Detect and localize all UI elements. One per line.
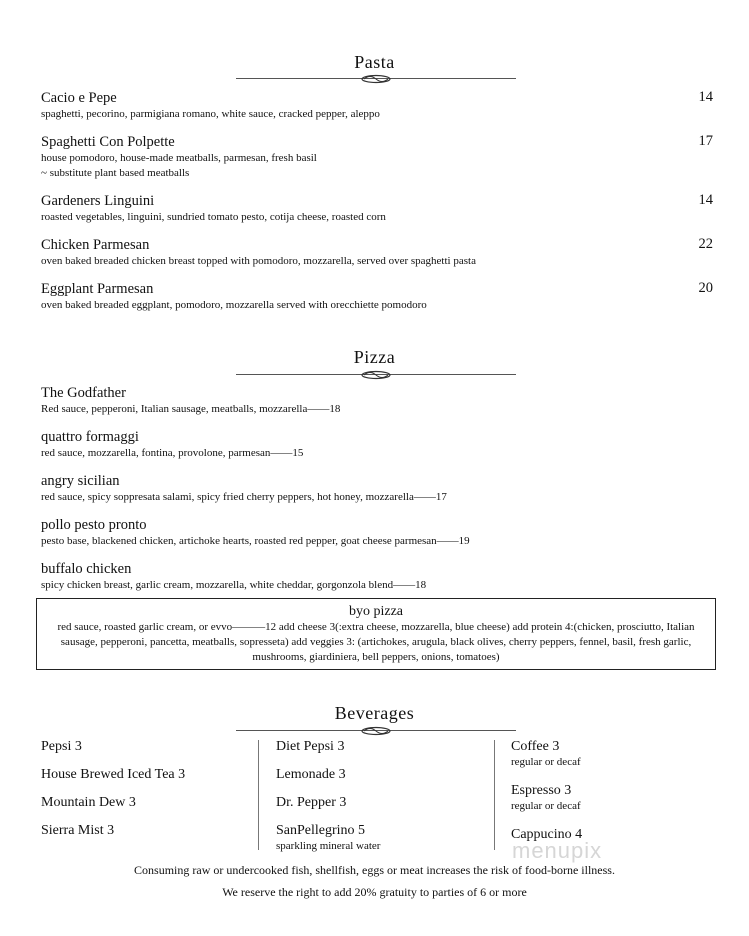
beverage-item: Pepsi 3 <box>41 739 82 754</box>
item-desc: spicy chicken breast, garlic cream, mozzarella, white cheddar, gorgonzola blend——18 <box>41 579 427 591</box>
item-name: Spaghetti Con Polpette <box>41 134 175 150</box>
pizza-item <box>41 428 713 461</box>
item-desc: oven baked breaded eggplant, pomodoro, mozzarella served with orecchiette pomodoro <box>41 299 427 311</box>
byo-description: red sauce, roasted garlic cream, or evvo———12 add cheese 3(:extra cheese, mozzarella, blue cheese) add protein 4:(chicken, prosciutto, Italian sausage, pepperoni, pancetta, meatballs, sopresseta) add veggies 3: (artichokes, arugula, black olives, cherry peppers, fennel, basil, fresh garlic, mushrooms, giardiniera, bell peppers, onions, tomatoes) <box>57 621 695 663</box>
item-desc: red sauce, spicy soppresata salami, spicy fried cherry peppers, hot honey, mozzarella——17 <box>41 491 447 503</box>
item-desc: oven baked breaded chicken breast topped with pomodoro, mozzarella, served over spaghetti pasta <box>41 255 476 267</box>
pizza-item <box>41 516 713 549</box>
beverage-name: Diet Pepsi 3 <box>276 739 345 754</box>
column-divider <box>258 740 259 850</box>
gratuity-notice: We reserve the right to add 20% gratuity to parties of 6 or more <box>222 885 527 899</box>
beverage-item <box>511 783 581 813</box>
flourish-icon <box>356 74 396 84</box>
pizza-item <box>41 472 713 505</box>
item-name: angry sicilian <box>41 473 120 489</box>
pasta-divider <box>236 74 516 84</box>
beverages-heading: Beverages <box>334 703 415 723</box>
item-name: The Godfather <box>41 385 126 401</box>
item-price: 14 <box>698 192 713 208</box>
column-divider <box>494 740 495 850</box>
flourish-icon <box>356 370 396 380</box>
beverage-note: regular or decaf <box>511 756 581 768</box>
beverage-name: Espresso 3 <box>511 783 572 798</box>
byo-pizza-box <box>36 598 716 670</box>
item-note: ~ substitute plant based meatballs <box>41 167 190 179</box>
item-desc: pesto base, blackened chicken, artichoke hearts, roasted red pepper, goat cheese parmesan——19 <box>41 535 470 547</box>
item-desc: roasted vegetables, linguini, sundried tomato pesto, cotija cheese, roasted corn <box>41 211 386 223</box>
item-name: Eggplant Parmesan <box>41 281 154 297</box>
pasta-item <box>41 280 713 313</box>
byo-title: byo pizza <box>348 604 404 619</box>
pasta-item <box>41 89 713 122</box>
item-price: 22 <box>698 236 713 252</box>
pizza-item <box>41 560 713 593</box>
beverage-name: Lemonade 3 <box>276 767 346 782</box>
beverage-item <box>276 739 344 755</box>
item-name: Cacio e Pepe <box>41 90 117 106</box>
item-name: Gardeners Linguini <box>41 193 155 209</box>
beverage-item <box>511 739 581 769</box>
beverage-item <box>276 823 380 853</box>
pizza-heading: Pizza <box>353 347 396 367</box>
pasta-heading: Pasta <box>354 52 395 72</box>
item-price: 14 <box>698 89 713 105</box>
item-name: buffalo chicken <box>41 561 132 577</box>
beverage-item <box>276 795 346 811</box>
item-desc: house pomodoro, house-made meatballs, parmesan, fresh basil <box>41 152 317 164</box>
food-safety-notice: Consuming raw or undercooked fish, shellfish, eggs or meat increases the risk of food-borne illness. <box>134 863 615 877</box>
item-desc: red sauce, mozzarella, fontina, provolone, parmesan——15 <box>41 447 304 459</box>
beverage-name: Coffee 3 <box>511 739 560 754</box>
pizza-item <box>41 384 713 417</box>
beverage-item: House Brewed Iced Tea 3 <box>41 767 186 782</box>
beverage-note: sparkling mineral water <box>276 840 381 852</box>
item-name: pollo pesto pronto <box>41 517 147 533</box>
beverage-item: Mountain Dew 3 <box>41 795 136 810</box>
item-desc: Red sauce, pepperoni, Italian sausage, meatballs, mozzarella——18 <box>41 403 341 415</box>
pasta-item <box>41 236 713 269</box>
item-price: 20 <box>698 280 713 296</box>
pizza-divider <box>236 370 516 380</box>
item-desc: spaghetti, pecorino, parmigiana romano, white sauce, cracked pepper, aleppo <box>41 108 380 120</box>
beverage-item: Sierra Mist 3 <box>41 823 115 838</box>
beverage-name: SanPellegrino 5 <box>276 823 366 838</box>
beverage-name: Cappucino 4 <box>511 827 583 842</box>
beverage-item <box>276 767 346 783</box>
item-name: quattro formaggi <box>41 429 139 445</box>
beverage-note: regular or decaf <box>511 800 581 812</box>
item-name: Chicken Parmesan <box>41 237 150 253</box>
beverages-divider <box>236 726 516 736</box>
item-price: 17 <box>698 133 713 149</box>
flourish-icon <box>356 726 396 736</box>
beverage-name: Dr. Pepper 3 <box>276 795 347 810</box>
pasta-item <box>41 192 713 225</box>
pasta-item <box>41 133 713 181</box>
watermark: menupix <box>512 838 603 863</box>
